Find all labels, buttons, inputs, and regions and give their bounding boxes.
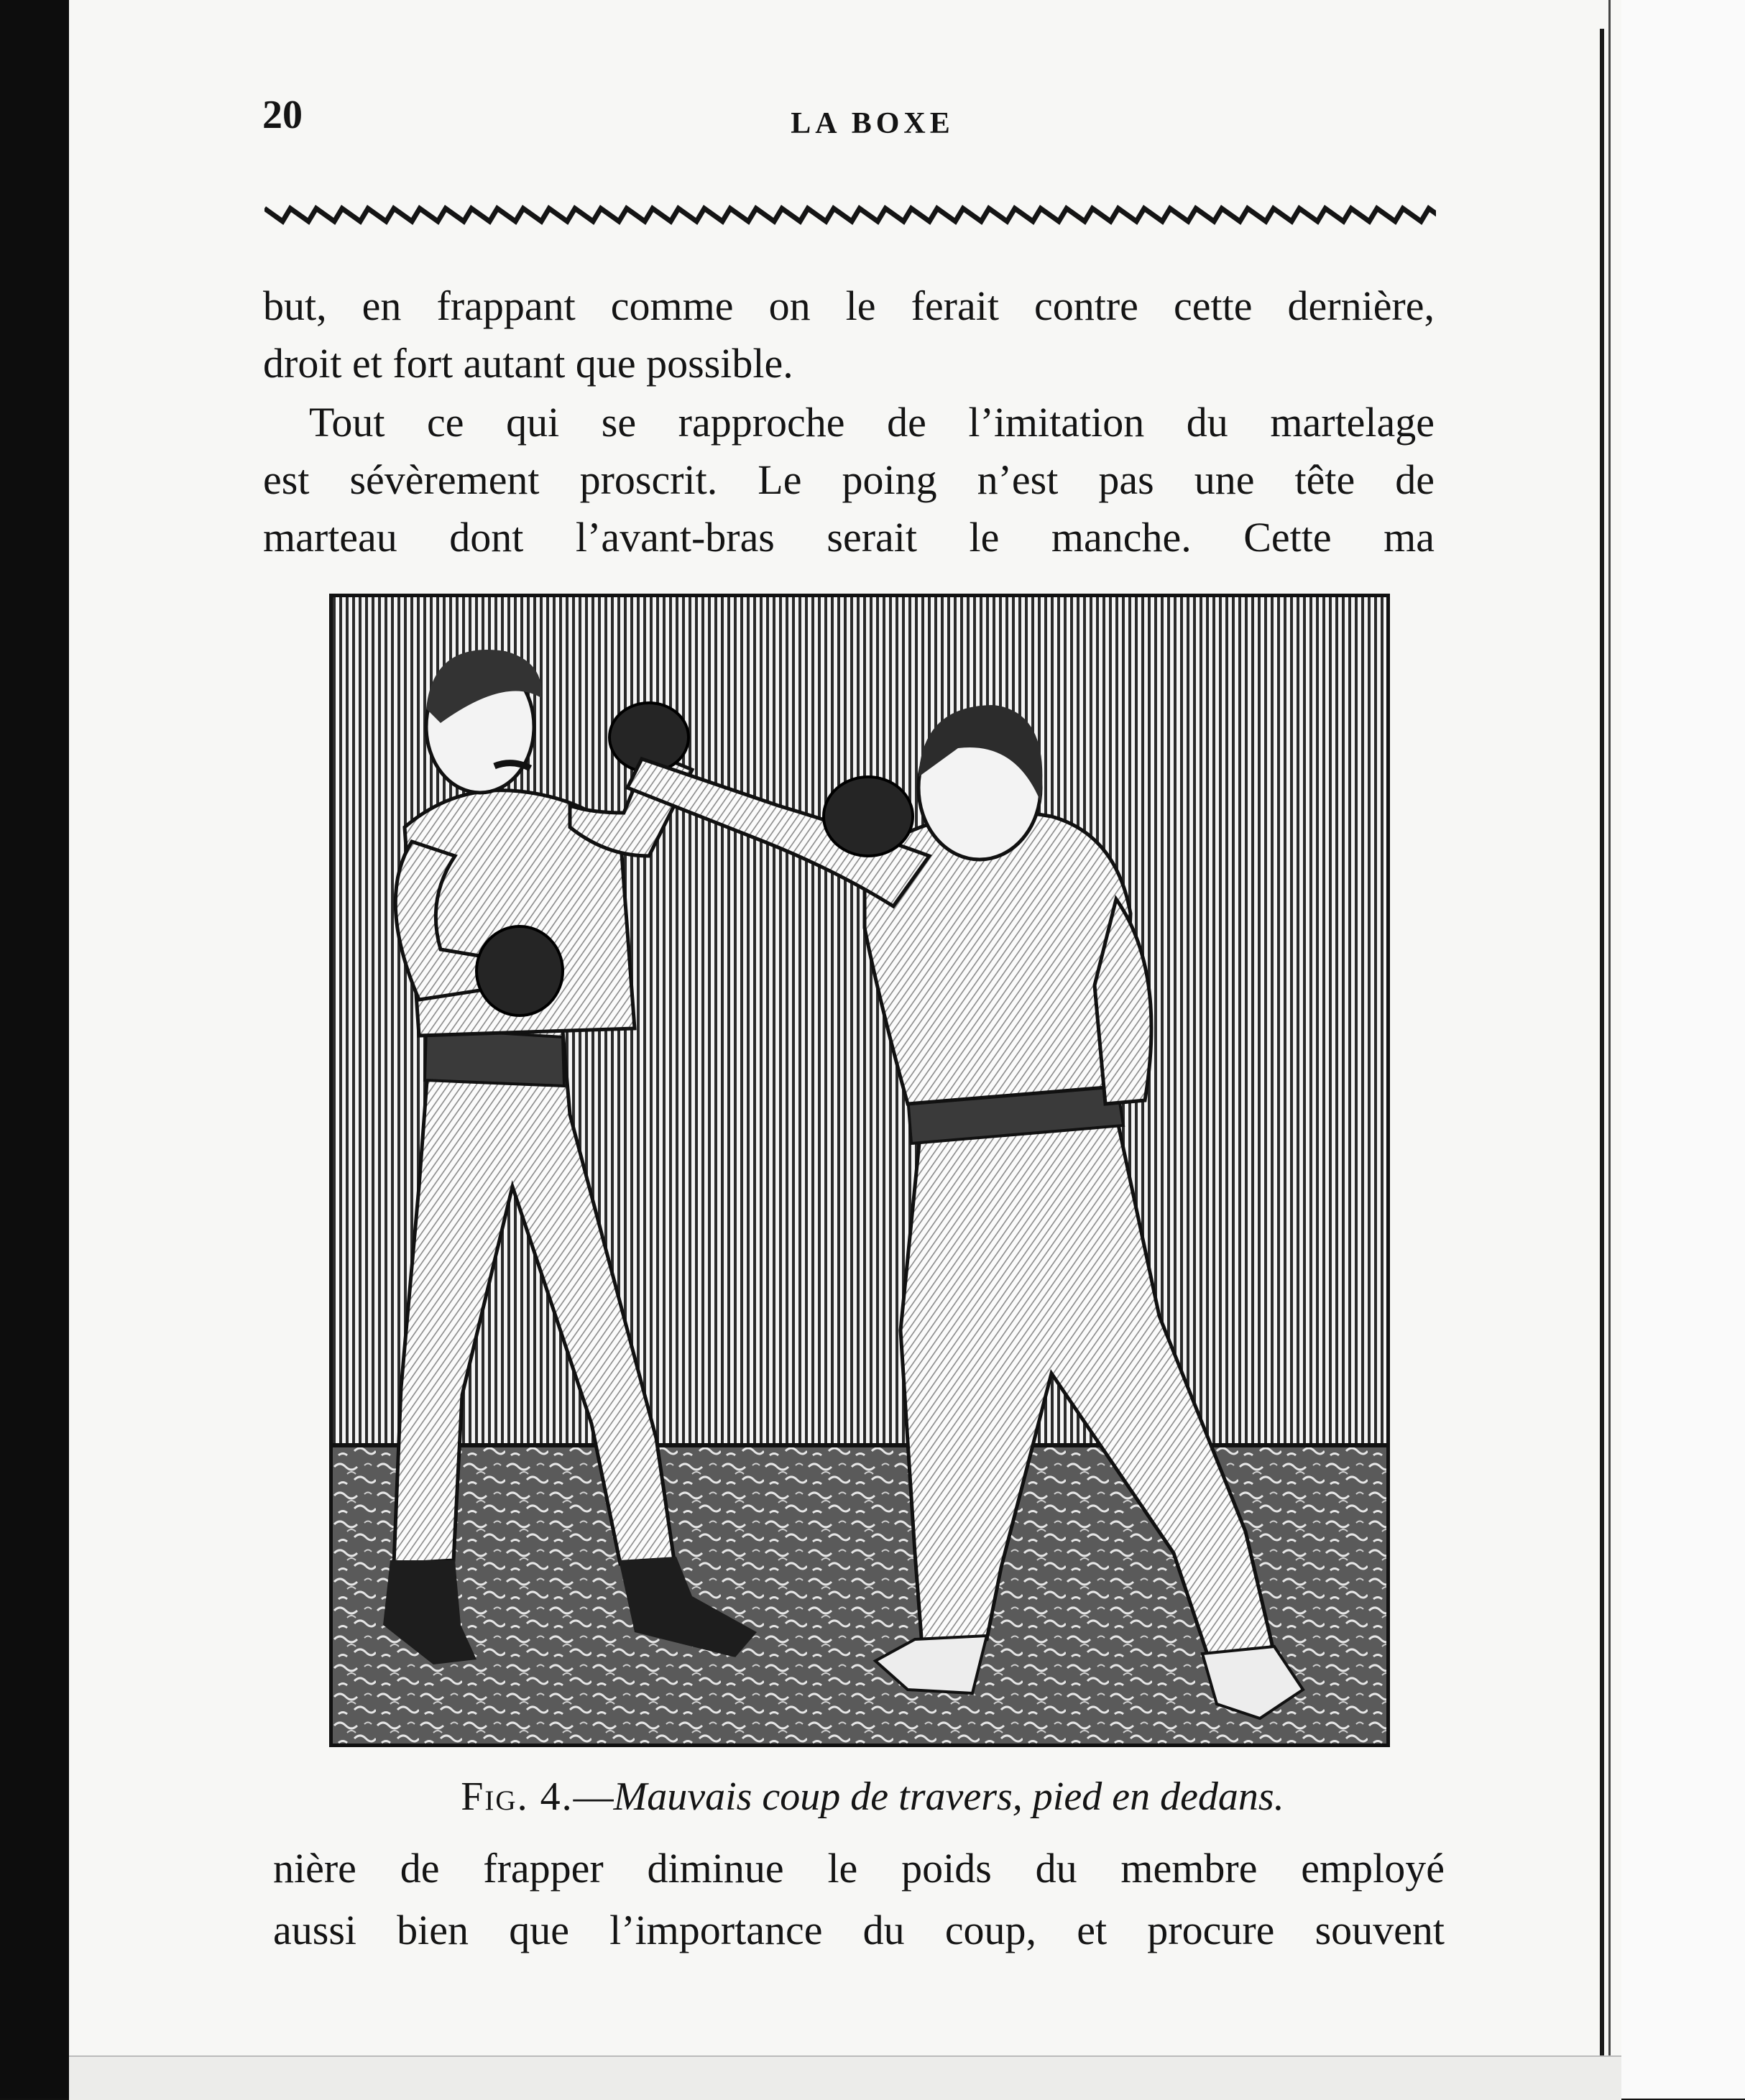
body-line-1: but, en frappant comme on le ferait contre cette dernière,: [263, 282, 1435, 329]
body-line-4: est sévèrement proscrit. Le poing n’est pas une tête de: [263, 456, 1435, 503]
figure-dash: —: [573, 1774, 614, 1819]
figure-title: Mauvais coup de travers, pied en dedans.: [613, 1774, 1284, 1819]
body-line-5: marteau dont l’avant-bras serait le manche. Cette ma: [263, 514, 1435, 561]
body-line-6: nière de frapper diminue le poids du membre employé: [273, 1845, 1445, 1892]
page-bottom-edge: [69, 2055, 1621, 2100]
body-line-3: Tout ce qui se rapproche de l’imitation du martelage: [309, 399, 1435, 446]
zigzag-rule: [264, 203, 1436, 227]
figure-caption: [0, 1774, 1745, 1820]
running-head: LA BOXE: [791, 107, 954, 140]
boxers-engraving: [333, 597, 1386, 1744]
figure-label: Fig. 4.: [461, 1774, 574, 1819]
body-line-2: droit et fort autant que possible.: [263, 340, 793, 387]
engraving-figure: [329, 594, 1390, 1747]
page-number: 20: [262, 93, 303, 137]
body-line-7: aussi bien que l’importance du coup, et procure souvent: [273, 1907, 1445, 1953]
